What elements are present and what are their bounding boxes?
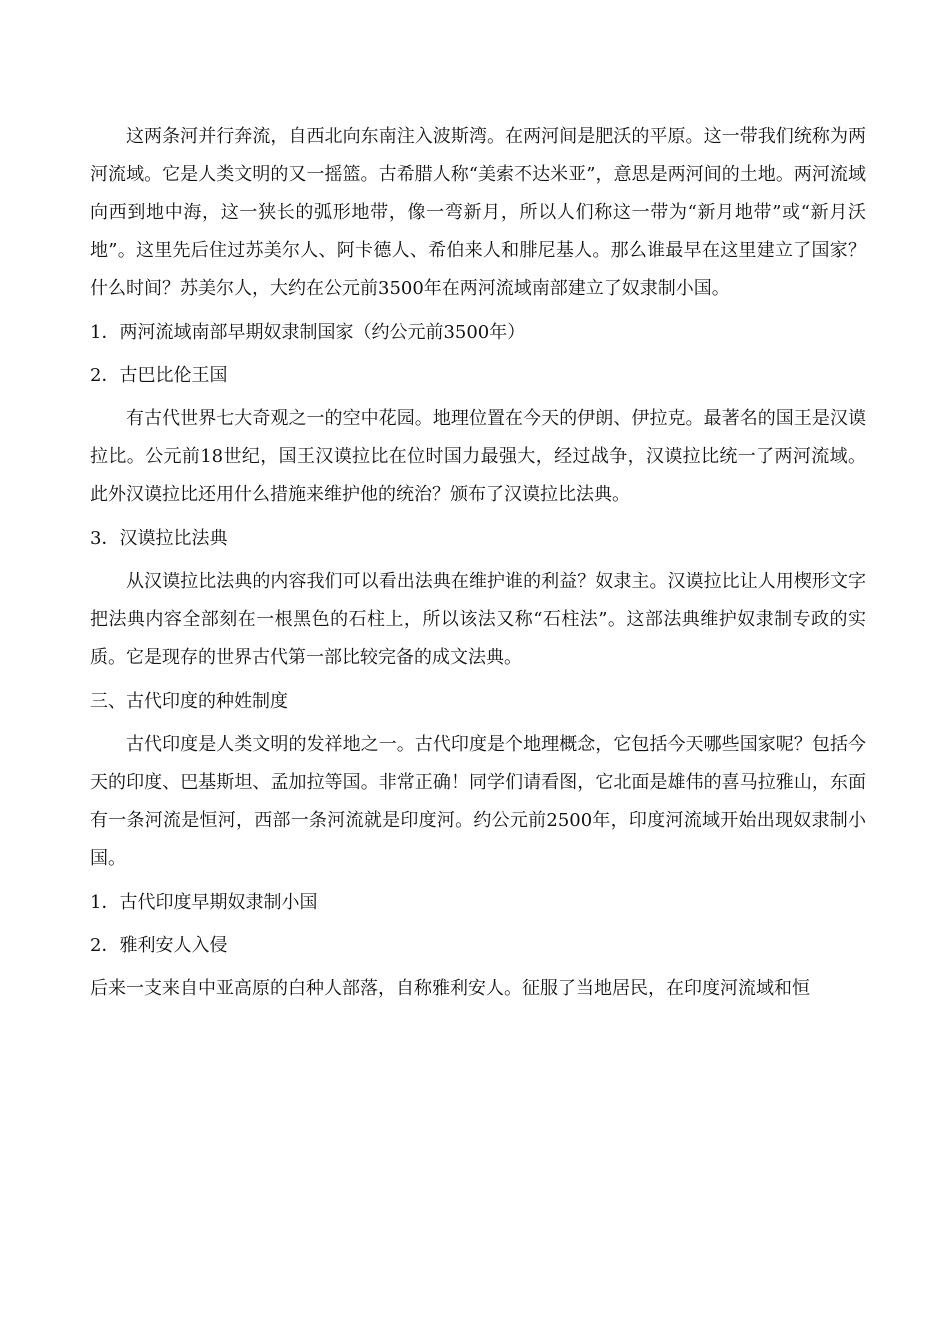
document-body [90,118,866,1013]
heading-aryan-invasion: 2．雅利安人入侵 [90,935,228,956]
heading-india-early-states: 1．古代印度早期奴隶制小国 [90,892,318,913]
paragraph-two-rivers: 这两条河并行奔流，自西北向东南注入波斯湾。在两河间是肥沃的平原。这一带我们统称为两河流域。它是人类文明的又一摇篮。古希腊人称“美索不达米亚”，意思是两河间的土地。两河流域向西到地中海，这一狭长的弧形地带，像一弯新月，所以人们称这一带为“新月地带”或“新月沃地”。这里先后住过苏美尔人、阿卡德人、希伯来人和腓尼基人。那么谁最早在这里建立了国家？什么时间？苏美尔人，大约在公元前3500年在两河流域南部建立了奴隶制小国。 [90,126,866,299]
heading-babylon: 2．古巴比伦王国 [90,365,228,386]
paragraph-hammurabi-code: 从汉谟拉比法典的内容我们可以看出法典在维护谁的利益？奴隶主。汉谟拉比让人用楔形文字把法典内容全部刻在一根黑色的石柱上，所以该法又称“石柱法”。这部法典维护奴隶制专政的实质。它是现存的世界古代第一部比较完备的成文法典。 [90,571,866,668]
heading-hammurabi-code: 3．汉谟拉比法典 [90,528,228,549]
paragraph-ancient-india: 古代印度是人类文明的发祥地之一。古代印度是个地理概念，它包括今天哪些国家呢？包括今天的印度、巴基斯坦、孟加拉等国。非常正确！同学们请看图，它北面是雄伟的喜马拉雅山，东面有一条河流是恒河，西部一条河流就是印度河。约公元前2500年，印度河流域开始出现奴隶制小国。 [90,734,866,869]
paragraph-babylon: 有古代世界七大奇观之一的空中花园。地理位置在今天的伊朗、伊拉克。最著名的国王是汉谟拉比。公元前18世纪，国王汉谟拉比在位时国力最强大，经过战争，汉谟拉比统一了两河流域。此外汉谟拉比还用什么措施来维护他的统治？颁布了汉谟拉比法典。 [90,408,866,505]
paragraph-aryan: 后来一支来自中亚高原的白种人部落，自称雅利安人。征服了当地居民，在印度河流域和恒 [90,978,810,999]
heading-early-slave-states: 1．两河流域南部早期奴隶制国家（约公元前3500年） [90,322,526,343]
heading-india-caste: 三、古代印度的种姓制度 [90,691,288,712]
